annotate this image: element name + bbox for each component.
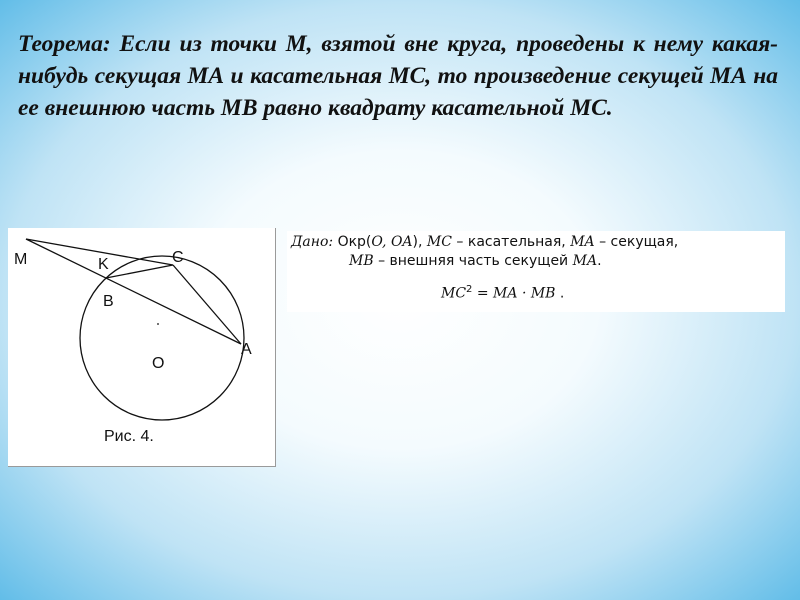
figure-diagram xyxy=(8,228,276,467)
label-o: O xyxy=(152,355,165,372)
label-m: M xyxy=(14,251,28,268)
chord-ca xyxy=(173,265,241,344)
given-mc: MC xyxy=(426,234,452,250)
formula-exponent: 2 xyxy=(466,284,473,295)
given-tangent-word: – касательная, xyxy=(451,234,571,250)
theorem-text: Теорема: Если из точки М, взятой вне круга, проведены к нему какая-нибудь секущая МА и касательная МС, то произведение секущей МА на ее внешнюю часть МВ равно квадрату касательной МС. xyxy=(18,31,778,121)
given-line-1 xyxy=(291,233,781,252)
center-dot xyxy=(157,323,159,325)
given-formula xyxy=(291,280,781,304)
figure-caption: Рис. 4. xyxy=(104,428,154,445)
label-k: K xyxy=(98,256,109,273)
label-a: A xyxy=(241,341,252,358)
given-block xyxy=(287,231,785,312)
formula-lhs: MC xyxy=(441,285,467,302)
given-mb: MB xyxy=(349,253,374,269)
given-line-2 xyxy=(291,252,781,271)
given-period: . xyxy=(597,253,602,269)
secant-ma xyxy=(26,239,241,344)
formula-end: . xyxy=(555,285,565,302)
given-label: Дано: xyxy=(291,234,334,250)
given-ma-2: MA xyxy=(572,253,598,269)
given-circle-prefix: Окр( xyxy=(337,234,372,250)
geometry-figure xyxy=(8,228,275,466)
chord-bc xyxy=(106,265,173,278)
label-b: B xyxy=(103,293,114,310)
given-ma: MA xyxy=(570,234,595,250)
label-c: C xyxy=(172,249,184,266)
given-circle-close: ), xyxy=(412,234,427,250)
given-secant-word: – секущая, xyxy=(594,234,679,250)
given-external-part: – внешняя часть секущей xyxy=(373,253,573,269)
circle xyxy=(80,256,244,420)
given-circle-args: O, OA xyxy=(371,234,413,250)
formula-rhs: = MA · MB xyxy=(472,285,556,302)
